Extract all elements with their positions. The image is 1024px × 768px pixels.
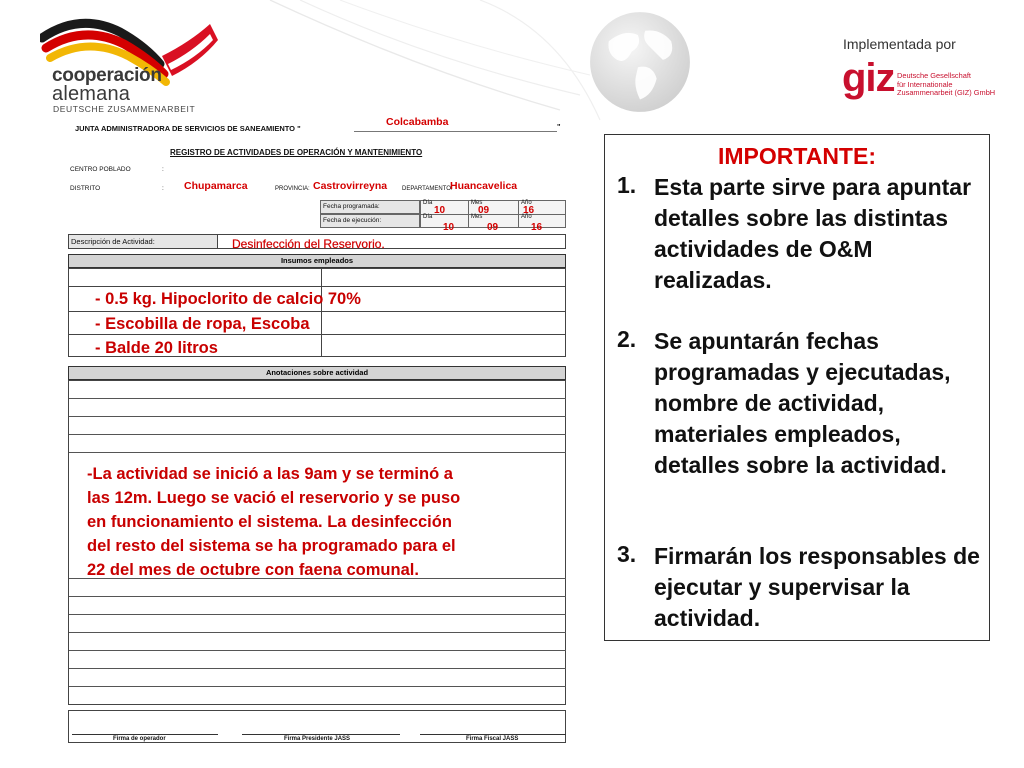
programada-dia: 10	[434, 205, 446, 216]
dia-label: Día	[423, 200, 433, 206]
globe-icon	[588, 10, 692, 114]
anotaciones-row-line	[69, 416, 566, 417]
anotaciones-row-line	[69, 398, 566, 399]
giz-subtitle-line: für Internationale	[897, 79, 953, 89]
insumos-header: Insumos empleados	[68, 254, 566, 268]
insumo-item: - Escobilla de ropa, Escoba	[95, 314, 310, 333]
firma-line	[72, 734, 218, 735]
ejecucion-dia: 10	[443, 222, 455, 233]
insumos-list	[95, 287, 361, 361]
firma-fiscal-label: Firma Fiscal JASS	[466, 736, 519, 742]
important-title: IMPORTANTE:	[717, 143, 876, 169]
junta-close-quote: "	[557, 122, 561, 131]
insumo-item: - Balde 20 litros	[95, 339, 218, 357]
ejecucion-mes: 09	[487, 222, 499, 233]
coop-logo-line2: alemana	[52, 83, 131, 105]
anotaciones-row-line	[69, 434, 566, 435]
coop-logo-line1: cooperación	[52, 65, 162, 86]
mes-label: Mes	[471, 214, 483, 220]
firma-operador-label: Firma de operador	[113, 736, 166, 742]
dia-label: Día	[423, 214, 433, 220]
giz-subtitle-line: Deutsche Gesellschaft	[897, 71, 971, 80]
departamento-label: DEPARTAMENTO:	[402, 186, 453, 192]
anotaciones-line: las 12m. Luego se vació el reservorio y se puso	[87, 489, 461, 507]
insumo-item: - 0.5 kg. Hipoclorito de calcio 70%	[95, 290, 361, 308]
anotaciones-line: en funcionamiento el sistema. La desinfección	[87, 513, 452, 531]
colon: :	[162, 166, 164, 173]
giz-subtitle	[897, 72, 995, 98]
junta-underline	[354, 131, 557, 132]
anio-label: Año	[521, 200, 532, 206]
implemented-by-label: Implementada por	[843, 36, 956, 52]
anotaciones-line: 22 del mes de octubre con faena comunal.	[87, 561, 419, 579]
anotaciones-row-line	[69, 668, 566, 669]
fecha-ejecucion-label: Fecha de ejecución:	[323, 217, 382, 224]
anotaciones-row-line	[69, 614, 566, 615]
anotaciones-row-line	[69, 650, 566, 651]
mes-label: Mes	[471, 200, 483, 206]
fecha-programada-label: Fecha programada:	[323, 203, 380, 210]
important-item-text: Firmarán los responsables de ejecutar y supervisar la actividad.	[654, 543, 980, 631]
anotaciones-header: Anotaciones sobre actividad	[68, 366, 566, 380]
colon: :	[162, 185, 164, 192]
anotaciones-line: -La actividad se inició a las 9am y se terminó a	[87, 465, 453, 483]
distrito-value: Chupamarca	[184, 180, 248, 192]
anotaciones-row-line	[69, 686, 566, 687]
programada-mes: 09	[478, 205, 490, 216]
anotaciones-line: del resto del sistema se ha programado para el	[87, 537, 456, 555]
ejecucion-anio: 16	[531, 222, 543, 233]
coop-logo-line3: DEUTSCHE ZUSAMMENARBEIT	[53, 104, 196, 114]
junta-value: Colcabamba	[386, 116, 449, 128]
centro-poblado-label: CENTRO POBLADO	[70, 166, 131, 173]
distrito-label: DISTRITO	[70, 185, 101, 192]
descripcion-value: Desinfección del Reservorio.	[232, 237, 385, 251]
firma-presidente-label: Firma Presidente JASS	[284, 736, 351, 742]
anotaciones-row-line	[69, 632, 566, 633]
form-title: REGISTRO DE ACTIVIDADES DE OPERACIÓN Y MANTENIMIENTO	[170, 148, 423, 157]
descripcion-label: Descripción de Actividad:	[71, 237, 155, 246]
anotaciones-row-line	[69, 452, 566, 453]
important-item-text: Se apuntarán fechas programadas y ejecutadas, nombre de actividad, materiales empleados, detalles sobre la actividad.	[654, 328, 951, 478]
important-item-number: 1.	[617, 172, 637, 198]
provincia-value: Castrovirreyna	[313, 180, 388, 192]
junta-label: JUNTA ADMINISTRADORA DE SERVICIOS DE SANEAMIENTO "	[75, 124, 301, 133]
important-item-number: 2.	[617, 326, 637, 352]
provincia-label: PROVINCIA:	[275, 186, 310, 192]
giz-logo: giz	[842, 56, 895, 100]
anio-label: Año	[521, 214, 532, 220]
firma-line	[420, 734, 566, 735]
departamento-value: Huancavelica	[450, 180, 518, 192]
anotaciones-text	[87, 462, 557, 582]
programada-anio: 16	[523, 205, 535, 216]
important-item-text: Esta parte sirve para apuntar detalles sobre las distintas actividades de O&M realizadas.	[654, 174, 972, 293]
anotaciones-row-line	[69, 596, 566, 597]
important-item-number: 3.	[617, 541, 637, 567]
giz-subtitle-line: Zusammenarbeit (GIZ) GmbH	[897, 88, 996, 98]
firma-line	[242, 734, 400, 735]
